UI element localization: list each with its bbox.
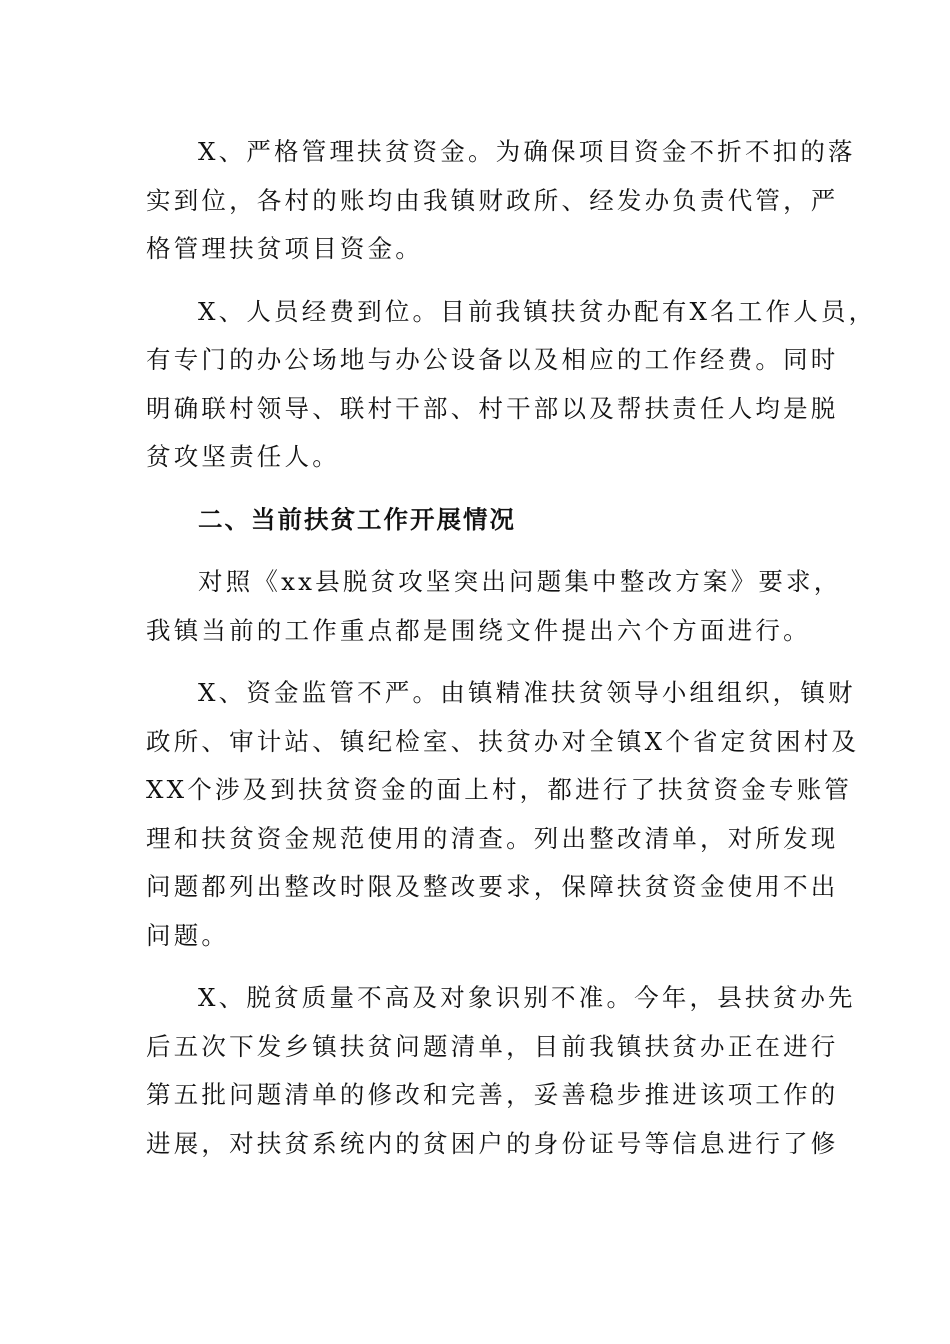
paragraph-fund-supervision [146, 669, 860, 960]
paragraph-staff-funding [146, 288, 877, 482]
paragraph-poverty-quality [146, 974, 856, 1168]
text-line: X、人员经费到位。目前我镇扶贫办配有X名工作人员， [198, 296, 877, 326]
heading-line: 二、当前扶贫工作开展情况 [198, 504, 516, 534]
text-line: 有专门的办公场地与办公设备以及相应的工作经费。同时 [146, 345, 839, 374]
text-line: 我镇当前的工作重点都是围绕文件提出六个方面进行。 [146, 615, 811, 645]
text-line: 政所、审计站、镇纪检室、扶贫办对全镇X个省定贫困村及 [146, 726, 860, 756]
text-line: 第五批问题清单的修改和完善，妥善稳步推进该项工作的 [146, 1080, 839, 1109]
text-line: 理和扶贫资金规范使用的清查。列出整改清单，对所发现 [146, 823, 839, 853]
text-line: 贫攻坚责任人。 [146, 442, 340, 471]
paragraph-fund-management [146, 128, 856, 274]
text-line: 对照《xx县脱贫攻坚突出问题集中整改方案》要求， [198, 567, 842, 596]
document-body [146, 128, 877, 1168]
text-line: X、脱贫质量不高及对象识别不准。今年，县扶贫办先 [198, 983, 856, 1012]
text-line: 明确联村领导、联村干部、村干部以及帮扶责任人均是脱 [146, 393, 839, 423]
text-line: XX个涉及到扶贫资金的面上村，都进行了扶贫资金专账管 [146, 775, 853, 804]
paragraph-rectification-plan [146, 558, 842, 655]
section-heading [146, 496, 806, 545]
text-line: 问题。 [146, 920, 230, 950]
text-line: X、严格管理扶贫资金。为确保项目资金不折不扣的落 [198, 137, 856, 166]
text-line: 进展，对扶贫系统内的贫困户的身份证号等信息进行了修 [146, 1128, 839, 1158]
text-line: 实到位，各村的账均由我镇财政所、经发办负责代管，严 [146, 185, 839, 215]
text-line: X、资金监管不严。由镇精准扶贫领导小组组织，镇财 [198, 678, 856, 707]
text-line: 格管理扶贫项目资金。 [146, 234, 423, 263]
text-line: 问题都列出整改时限及整改要求，保障扶贫资金使用不出 [146, 872, 839, 901]
text-line: 后五次下发乡镇扶贫问题清单，目前我镇扶贫办正在进行 [146, 1031, 839, 1061]
